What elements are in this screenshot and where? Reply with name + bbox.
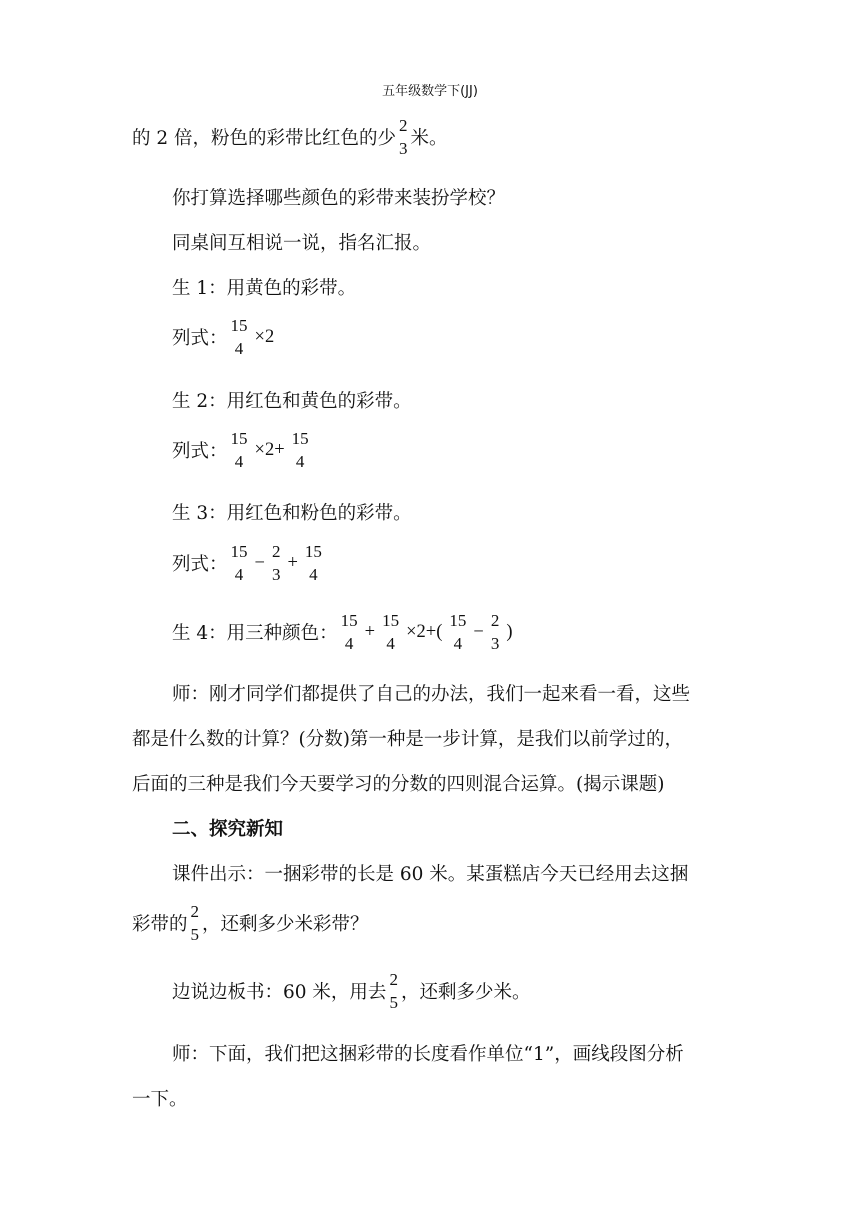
text: ，还剩多少米。 xyxy=(400,982,531,1003)
fraction: 15 4 xyxy=(230,316,248,358)
formula-3 xyxy=(172,543,325,583)
operator: − xyxy=(254,552,265,573)
text-line-3: 同桌间互相说一说，指名汇报。 xyxy=(172,233,432,254)
text-line-6: 生 2：用红色和黄色的彩带。 xyxy=(172,391,412,412)
formula-2 xyxy=(172,430,312,470)
fraction: 15 4 xyxy=(291,429,309,471)
operator: + xyxy=(287,552,298,573)
page-header: 五年级数学下(JJ) xyxy=(382,84,478,99)
paragraph-1-line-3: 后面的三种是我们今天要学习的分数的四则混合运算。(揭示课题) xyxy=(132,774,665,795)
text-line-2: 你打算选择哪些颜色的彩带来装扮学校？ xyxy=(172,188,506,209)
text-line-1 xyxy=(132,117,448,157)
fraction: 15 4 xyxy=(230,542,248,584)
text: 边说边板书：60 米，用去 xyxy=(172,982,387,1003)
fraction: 2 3 xyxy=(399,116,408,158)
paragraph-4-line-2: 一下。 xyxy=(132,1089,188,1110)
operator: + xyxy=(364,621,376,642)
fraction: 2 3 xyxy=(490,611,500,653)
paragraph-4-line-1: 师：下面，我们把这捆彩带的长度看作单位“1”，画线段图分析 xyxy=(172,1044,684,1065)
paragraph-1-line-1: 师：刚才同学们都提供了自己的办法，我们一起来看一看，这些 xyxy=(172,684,691,705)
fraction: 15 4 xyxy=(304,542,322,584)
fraction: 15 4 xyxy=(382,611,400,653)
label: 生 4：用三种颜色： xyxy=(172,623,338,644)
operator: ×2+ xyxy=(254,439,285,460)
operator: ×2 xyxy=(254,326,275,347)
text: 米。 xyxy=(410,128,448,149)
paragraph-1-line-2: 都是什么数的计算？(分数)第一种是一步计算，是我们以前学过的， xyxy=(132,729,683,750)
fraction: 2 3 xyxy=(271,542,281,584)
paragraph-2-line-2 xyxy=(132,903,369,943)
operator: ×2+( xyxy=(406,621,443,642)
fraction: 15 4 xyxy=(340,611,358,653)
formula-4 xyxy=(172,612,516,652)
formula-1 xyxy=(172,317,278,357)
paragraph-3 xyxy=(172,971,530,1011)
operator: − xyxy=(473,621,484,642)
label: 列式： xyxy=(172,554,228,575)
text-line-8: 生 3：用红色和粉色的彩带。 xyxy=(172,503,412,524)
fraction: 15 4 xyxy=(230,429,248,471)
fraction: 2 5 xyxy=(389,970,398,1012)
paragraph-2-line-1: 课件出示：一捆彩带的长是 60 米。某蛋糕店今天已经用去这捆 xyxy=(172,864,689,885)
text: 彩带的 xyxy=(132,914,188,935)
label: 列式： xyxy=(172,441,228,462)
operator: ) xyxy=(506,621,513,642)
label: 列式： xyxy=(172,328,228,349)
section-heading: 二、探究新知 xyxy=(172,819,284,840)
text: ，还剩多少米彩带？ xyxy=(202,914,369,935)
text-line-4: 生 1：用黄色的彩带。 xyxy=(172,278,357,299)
fraction: 15 4 xyxy=(449,611,467,653)
fraction: 2 5 xyxy=(190,902,200,944)
text: 的 2 倍，粉色的彩带比红色的少 xyxy=(132,128,397,149)
